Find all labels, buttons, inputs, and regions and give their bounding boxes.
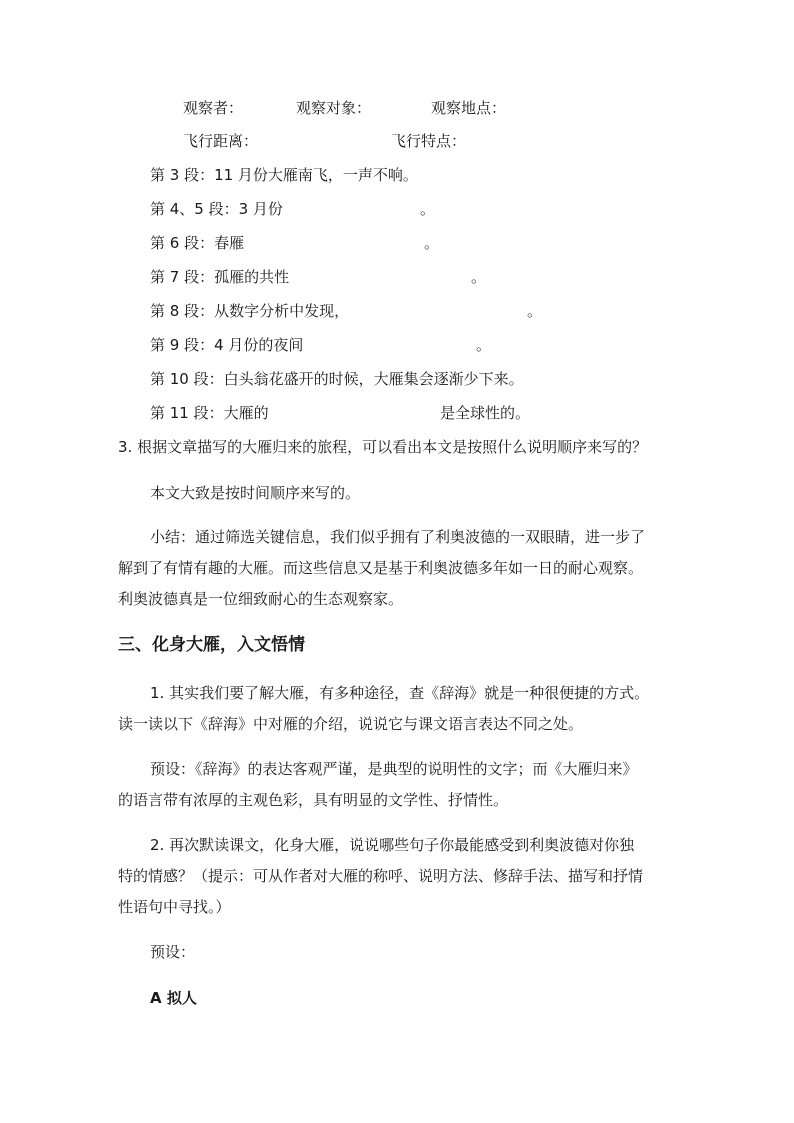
paragraph-9-tail: 。 — [476, 336, 492, 354]
subsection-a-personification: A 拟人 — [150, 989, 197, 1007]
flight-feature-label: 飞行特点： — [391, 132, 467, 150]
paragraph-8-tail: 。 — [527, 302, 543, 320]
flight-distance-label: 飞行距离： — [183, 132, 259, 150]
observer-label: 观察者： — [183, 99, 244, 117]
paragraph-7: 第 7 段：孤雁的共性 — [150, 268, 290, 286]
answer-3: 本文大致是按时间顺序来写的。 — [150, 484, 361, 502]
preset-1-line-1: 预设：《辞海》的表达客观严谨，是典型的说明性的文字；而《大雁归来》 — [150, 760, 638, 778]
summary-line-1: 小结：通过筛选关键信息，我们似乎拥有了利奥波德的一双眼睛，进一步了 — [150, 528, 646, 546]
preset-1-line-2: 的语言带有浓厚的主观色彩，具有明显的文学性、抒情性。 — [118, 791, 509, 809]
paragraph-6-tail: 。 — [424, 234, 440, 252]
paragraph-9: 第 9 段：4 月份的夜间 — [150, 336, 304, 354]
paragraph-7-tail: 。 — [471, 268, 487, 286]
summary-line-2: 解到了有情有趣的大雁。而这些信息又是基于利奥波德多年如一日的耐心观察。 — [118, 559, 644, 577]
preset-2-label: 预设： — [150, 943, 196, 961]
paragraph-3: 第 3 段：11 月份大雁南飞，一声不响。 — [150, 166, 418, 184]
paragraph-4-5: 第 4、5 段：3 月份 — [150, 200, 283, 218]
paragraph-6: 第 6 段：春雁 — [150, 234, 245, 252]
object-label: 观察对象： — [296, 99, 372, 117]
item-2-line-3: 性语句中寻找。） — [118, 898, 231, 916]
item-2-line-1: 2. 再次默读课文，化身大雁，说说哪些句子你最能感受到利奥波德对你独 — [150, 836, 635, 854]
paragraph-10: 第 10 段：白头翁花盛开的时候，大雁集会逐渐少下来。 — [150, 370, 524, 388]
summary-line-3: 利奥波德真是一位细致耐心的生态观察家。 — [118, 590, 404, 608]
question-3: 3. 根据文章描写的大雁归来的旅程，可以看出本文是按照什么说明顺序来写的？ — [118, 438, 648, 456]
item-2-line-2: 特的情感？（提示：可从作者对大雁的称呼、说明方法、修辞手法、描写和抒情 — [118, 867, 644, 885]
paragraph-4-5-tail: 。 — [420, 200, 436, 218]
item-1-line-1: 1. 其实我们要了解大雁，有多种途径，查《辞海》就是一种很便捷的方式。 — [150, 684, 650, 702]
item-1-line-2: 读一读以下《辞海》中对雁的介绍，说说它与课文语言表达不同之处。 — [118, 715, 584, 733]
paragraph-11-tail: 是全球性的。 — [440, 404, 531, 422]
paragraph-8: 第 8 段：从数字分析中发现， — [150, 302, 350, 320]
section-title: 三、化身大雁，入文悟情 — [118, 635, 305, 655]
paragraph-11: 第 11 段：大雁的 — [150, 404, 269, 422]
place-label: 观察地点： — [431, 99, 507, 117]
